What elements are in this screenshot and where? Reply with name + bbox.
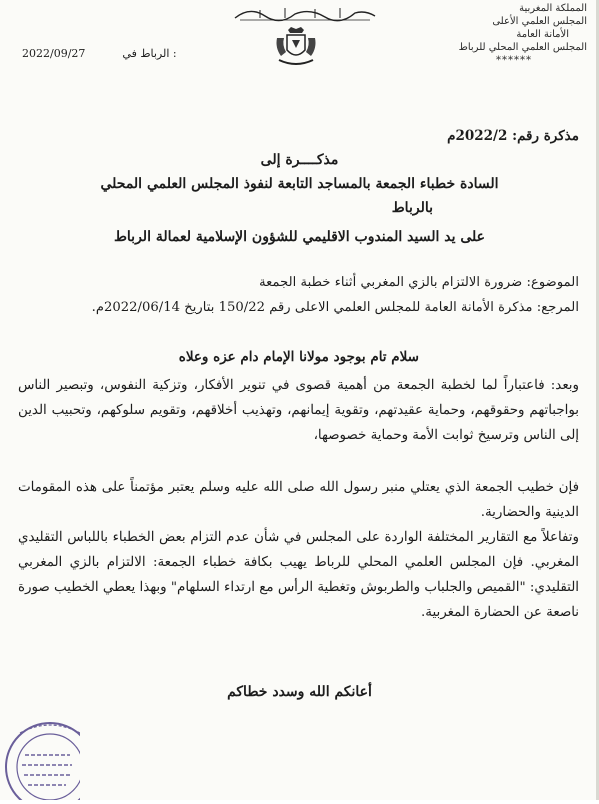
basmala-icon bbox=[230, 2, 380, 24]
recipient-line-2: بالرباط bbox=[391, 200, 433, 216]
header-line-high-council: المجلس العلمي الأعلى bbox=[492, 16, 587, 27]
paragraph-preacher: فإن خطيب الجمعة الذي يعتلي منبر رسول الله صلى الله عليه وسلم يعتبر مؤتمناً على هذه المقومات الدينية والحضارية. bbox=[18, 480, 579, 520]
paragraph-directive: وتفاعلاً مع التقارير المختلفة الواردة على المجلس في شأن عدم التزام بعض الخطباء باللباس التقليدي المغربي. فإن المجلس العلمي المحلي للرباط يهيب بكافة خطباء الجمعة: الالتزام بالزي المغربي التقليدي: "القميص والجلباب والطربوش وتغطية الرأس مع ارتداء السلهام" وبهذا يعطي الخطيب صورة ناصعة عن الحضارة المغربية. bbox=[18, 530, 579, 620]
header-line-local-council: المجلس العلمي المحلي للرباط bbox=[458, 42, 587, 53]
memo-title: مذكــــرة إلى bbox=[260, 152, 339, 168]
date-label: الرباط في : bbox=[122, 47, 177, 60]
stamp-icon bbox=[0, 705, 80, 800]
basmala-calligraphy bbox=[230, 2, 380, 24]
organization-header bbox=[417, 2, 587, 67]
closing-line: أعانكم الله وسدد خطاكم bbox=[227, 684, 372, 700]
header-line-kingdom: المملكة المغربية bbox=[519, 3, 587, 14]
official-stamp bbox=[0, 705, 80, 800]
royal-emblem-icon bbox=[273, 26, 319, 68]
date-value: 2022/09/27 bbox=[22, 47, 86, 60]
header-line-secretariat: الأمانة العامة bbox=[516, 29, 569, 40]
greeting-line: سلام تام بوجود مولانا الإمام دام عزه وعلاه bbox=[178, 349, 419, 365]
memo-number: مذكرة رقم: 2022/2م bbox=[447, 128, 579, 144]
recipient-line-1: السادة خطباء الجمعة بالمساجد التابعة لنفوذ المجلس العلمي المحلي bbox=[100, 176, 499, 192]
header-line-stars: ****** bbox=[496, 55, 532, 66]
paragraph-intro: وبعد: فاعتباراً لما لخطبة الجمعة من أهمية قصوى في تنوير الأفكار، وتزكية النفوس، وتبصير الناس بواجباتهم وحقوقهم، وحماية عقيدتهم، وتقوية إيمانهم، وتهذيب أخلاقهم، وتقويم سلوكهم، وتحبيب الدين إلى الناس وترسيخ ثوابت الأمة وحماية خصوصها، bbox=[18, 378, 579, 443]
reference-line: المرجع: مذكرة الأمانة العامة للمجلس العلمي الاعلى رقم 150/22 بتاريخ 2022/06/14م. bbox=[91, 300, 579, 315]
subject-line: الموضوع: ضرورة الالتزام بالزي المغربي أثناء خطبة الجمعة bbox=[259, 275, 579, 290]
date-line bbox=[22, 47, 202, 60]
via-line: على يد السيد المندوب الاقليمي للشؤون الإسلامية لعمالة الرباط bbox=[113, 229, 486, 245]
